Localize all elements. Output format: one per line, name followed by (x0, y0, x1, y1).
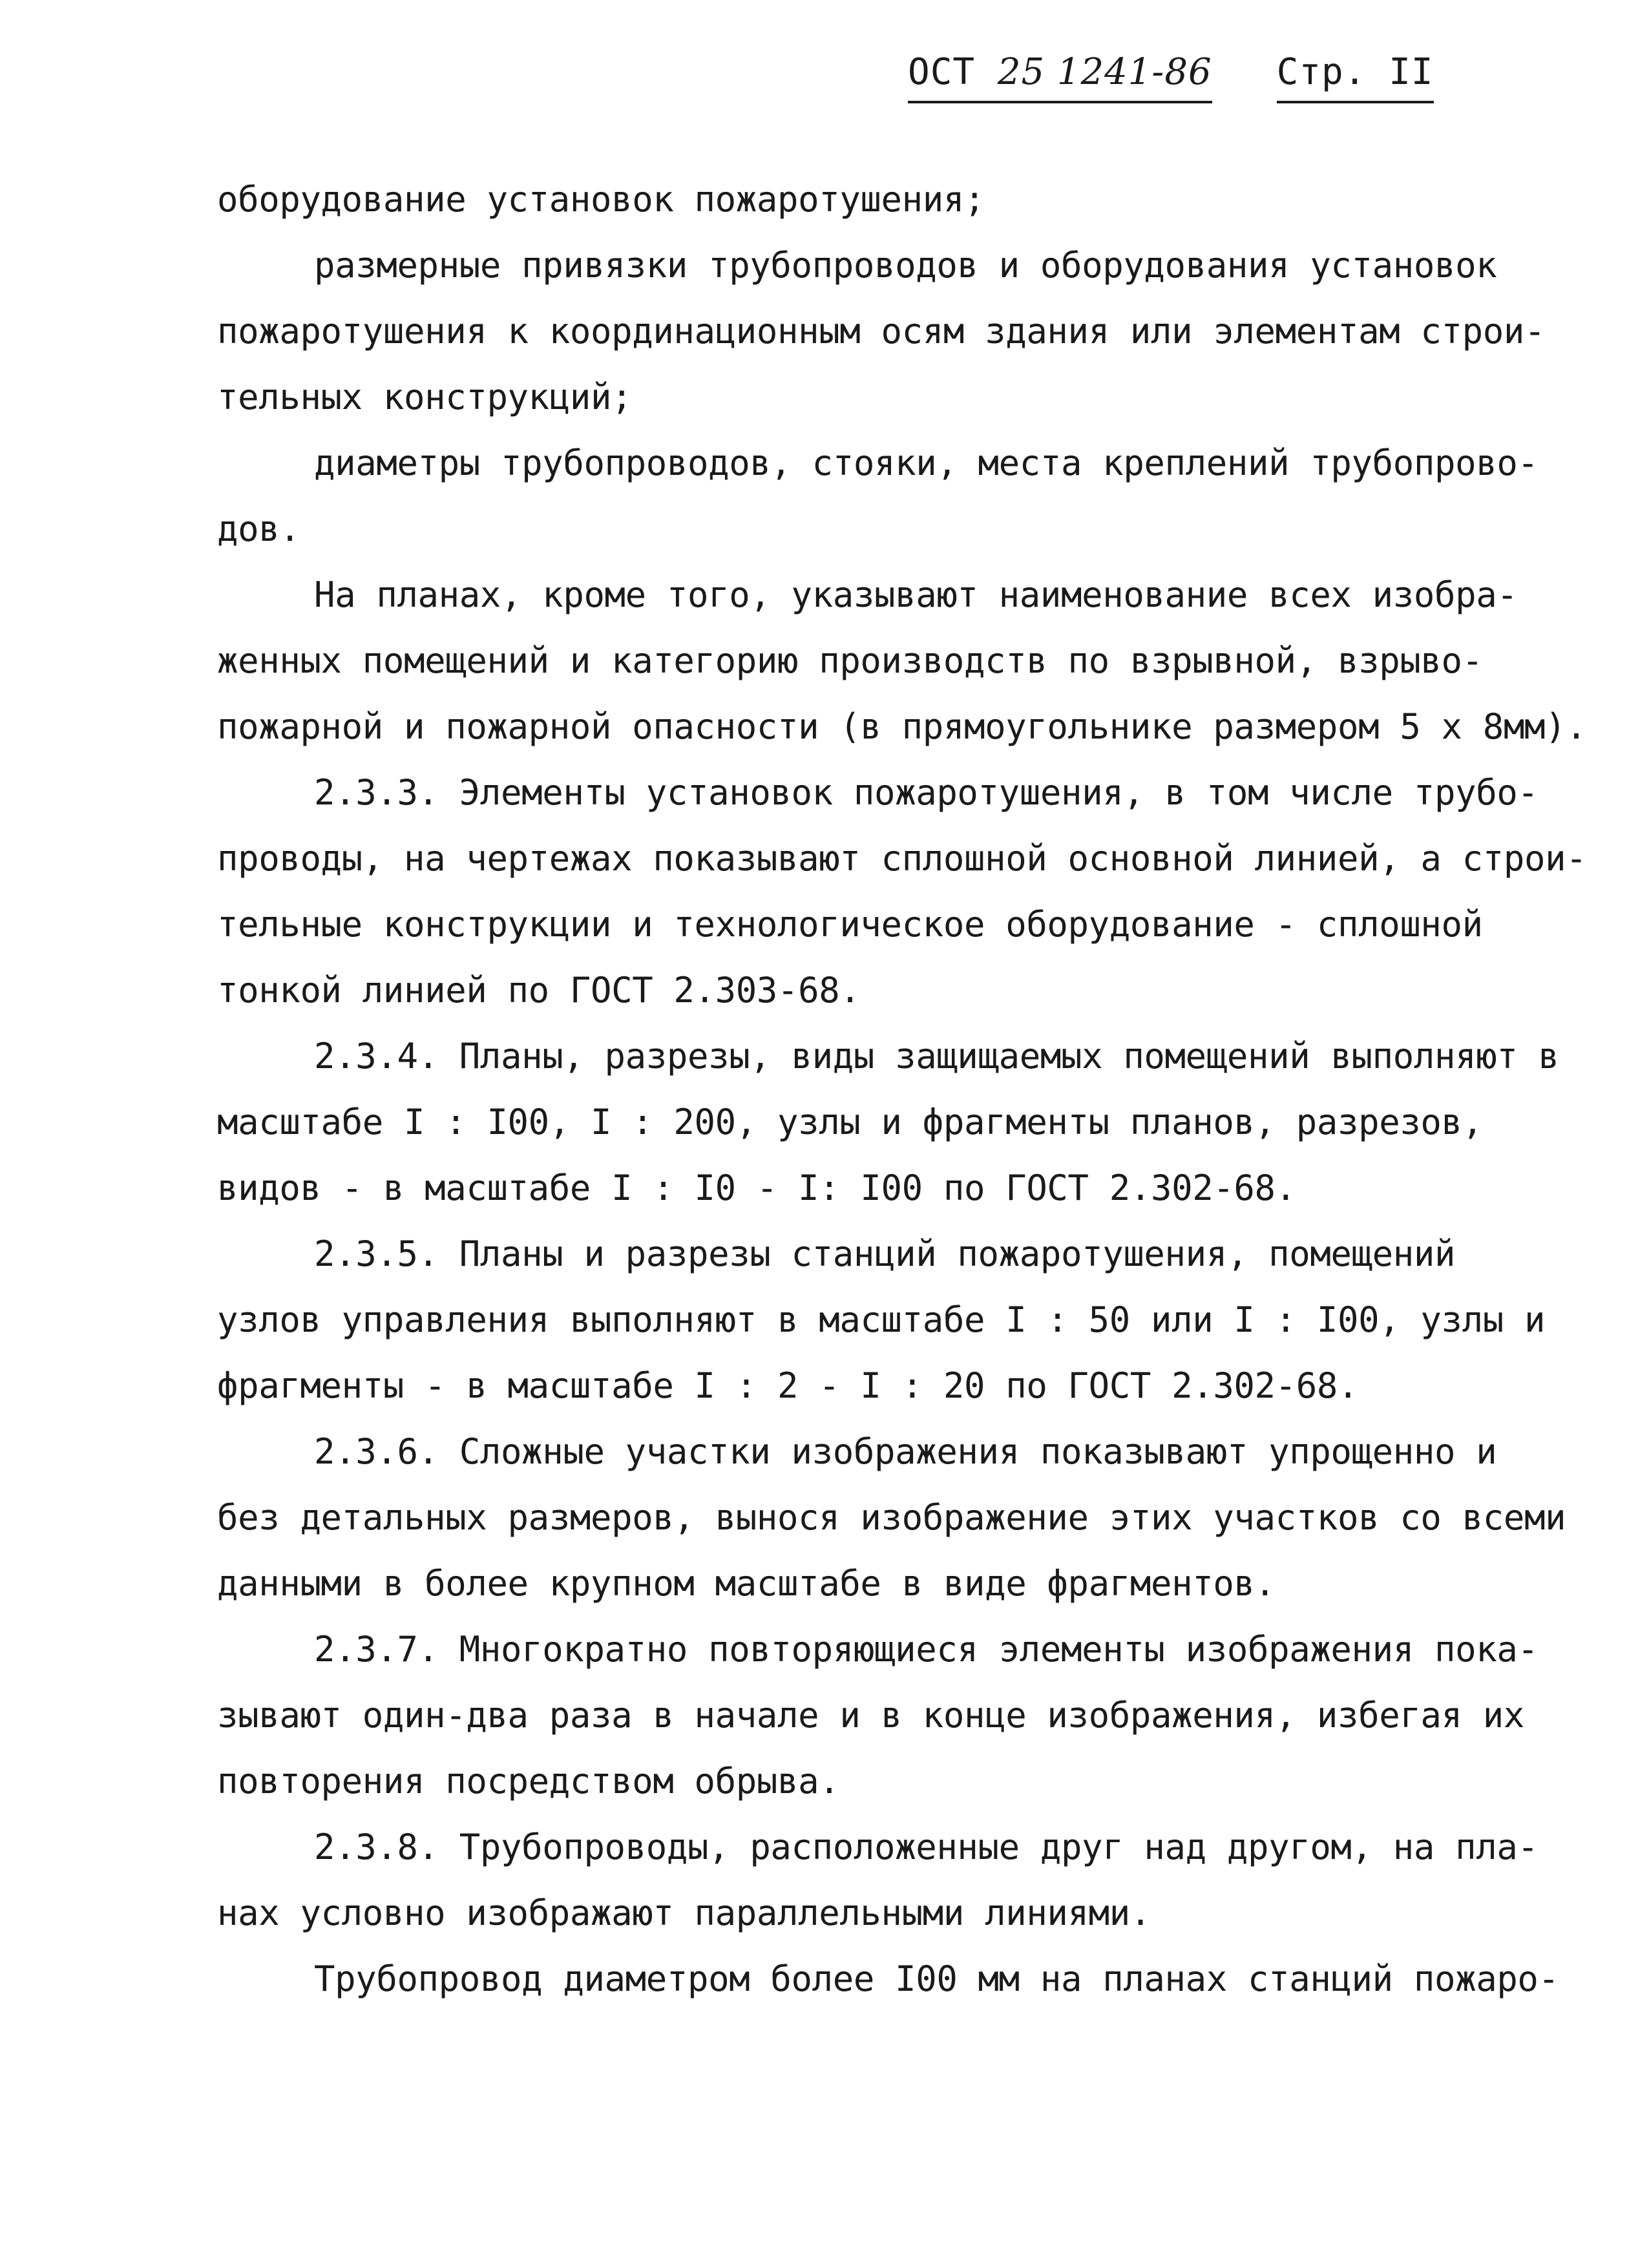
text-line: нах условно изображают параллельными линиями. (217, 1893, 1151, 1933)
text-line: На планах, кроме того, указывают наименование всех изобра- (314, 574, 1518, 615)
text-line: Трубопровод диаметром более I00 мм на планах станций пожаро- (314, 1958, 1559, 1999)
text-line: фрагменты - в масштабе I : 2 - I : 20 по ГОСТ 2.302-68. (217, 1365, 1359, 1406)
text-line: видов - в масштабе I : I0 - I: I00 по ГОСТ 2.302-68. (217, 1168, 1296, 1208)
standard-designation (908, 47, 1212, 103)
page-number: Стр. II (1277, 47, 1434, 103)
text-line: тонкой линией по ГОСТ 2.303-68. (217, 970, 861, 1011)
text-line: 2.3.4. Планы, разрезы, виды защищаемых помещений выполняют в (314, 1036, 1559, 1076)
text-line: 2.3.8. Трубопроводы, расположенные друг над другом, на пла- (314, 1827, 1539, 1867)
text-line: повторения посредством обрыва. (217, 1761, 840, 1801)
text-line: 2.3.3. Элементы установок пожаротушения, в том числе трубо- (314, 772, 1539, 813)
text-line: оборудование установок пожаротушения; (217, 179, 985, 220)
text-line: тельных конструкций; (217, 377, 633, 417)
text-line: женных помещений и категорию производств по взрывной, взрыво- (217, 640, 1483, 681)
text-line: пожарной и пожарной опасности (в прямоугольнике размером 5 х 8мм). (217, 706, 1587, 747)
text-line: тельные конструкции и технологическое оборудование - сплошной (217, 904, 1483, 945)
document-body (217, 167, 1587, 2012)
text-line: узлов управления выполняют в масштабе I : 50 или I : I00, узлы и (217, 1299, 1546, 1340)
text-line: 2.3.5. Планы и разрезы станций пожаротушения, помещений (314, 1234, 1456, 1274)
text-line: масштабе I : I00, I : 200, узлы и фрагменты планов, разрезов, (217, 1102, 1483, 1142)
text-line: размерные привязки трубопроводов и оборудования установок (314, 245, 1497, 286)
text-line: зывают один-два раза в начале и в конце изображения, избегая их (217, 1695, 1524, 1736)
text-line: проводы, на чертежах показывают сплошной основной линией, а строи- (217, 838, 1587, 879)
page-header (908, 47, 1434, 103)
text-line: 2.3.6. Сложные участки изображения показывают упрощенно и (314, 1431, 1497, 1472)
text-line: 2.3.7. Многократно повторяющиеся элементы изображения пока- (314, 1629, 1539, 1670)
designation-prefix: ОСТ (908, 51, 998, 93)
text-line: данными в более крупном масштабе в виде фрагментов. (217, 1563, 1276, 1604)
text-line: пожаротушения к координационным осям здания или элементам строи- (217, 311, 1546, 352)
text-line: без детальных размеров, вынося изображение этих участков со всеми (217, 1497, 1566, 1538)
designation-number-handwritten: 25 1241-86 (997, 51, 1212, 93)
text-line: дов. (217, 509, 300, 549)
text-line: диаметры трубопроводов, стояки, места креплений трубопрово- (314, 443, 1539, 483)
